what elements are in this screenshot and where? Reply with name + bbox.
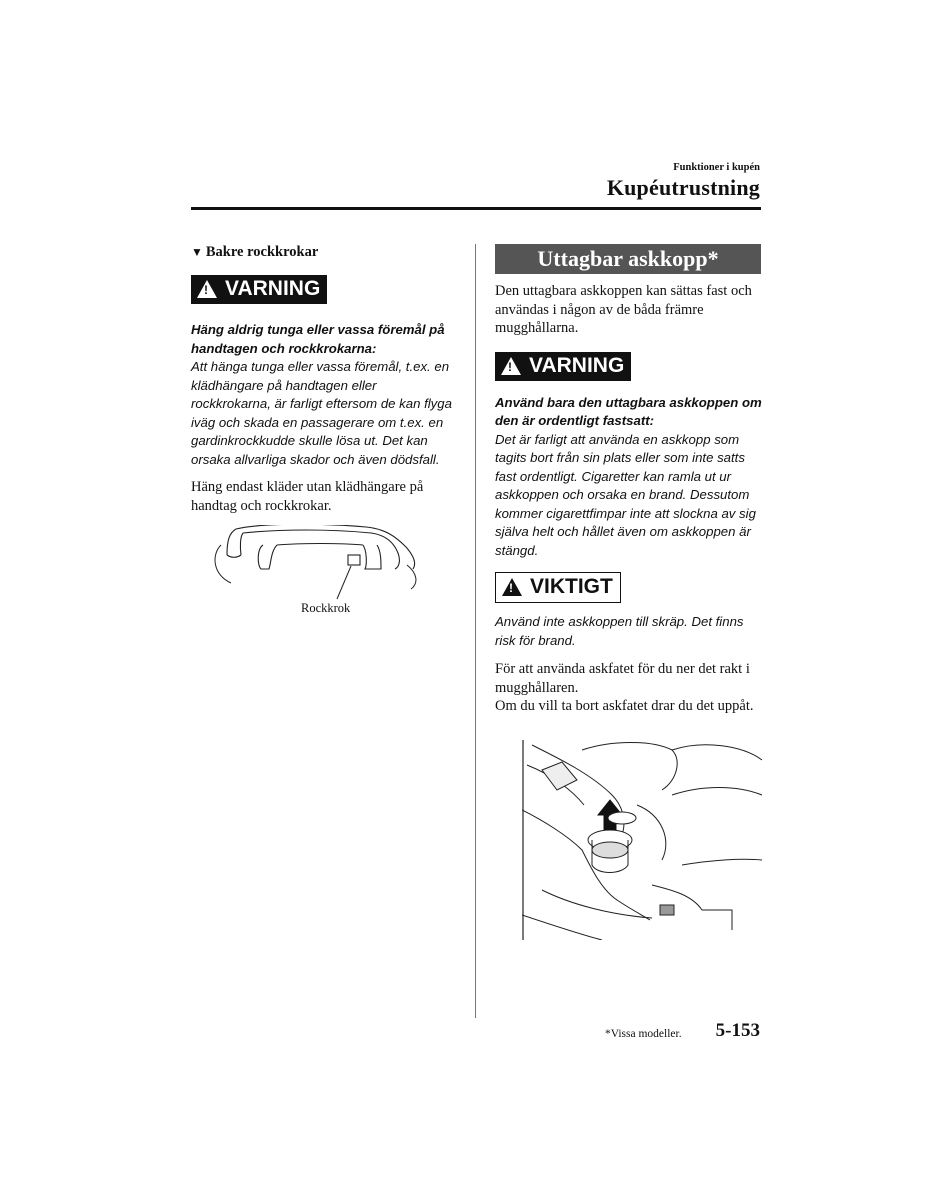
intro-paragraph: Den uttagbara askkoppen kan sättas fast och användas i någon av de båda främre mugghållarna. bbox=[495, 283, 752, 336]
warning-body: Att hänga tunga eller vassa föremål, t.ex. en klädhängare på handtagen eller rockkrokarna, är farligt eftersom de kan flyga iväg och skada en passagerare om t.ex. en gardinkrockkudde skulle lösa ut. Det kan orsaka allvarliga skador och även dödsfall. bbox=[191, 359, 452, 467]
ashtray-illustration bbox=[522, 740, 767, 940]
right-column bbox=[495, 244, 765, 940]
body-paragraph: Häng endast kläder utan klädhängare på handtag och rockkrokar. bbox=[191, 479, 424, 514]
page-title: Kupéutrustning bbox=[606, 175, 760, 200]
warning-title: Häng aldrig tunga eller vassa föremål på handtagen och rockkrokarna: bbox=[191, 322, 445, 356]
usage-paragraph-2: Om du vill ta bort askfatet drar du det uppåt. bbox=[495, 698, 754, 714]
ashtray-figure bbox=[522, 740, 767, 940]
caution-badge bbox=[495, 572, 621, 603]
warning-badge bbox=[191, 275, 327, 304]
warning-label: VARNING bbox=[225, 277, 321, 300]
warning-triangle-icon: ! bbox=[501, 357, 521, 375]
usage-paragraph-1: För att använda askfatet för du ner det rakt i mugghållaren. bbox=[495, 661, 750, 696]
subheading bbox=[191, 244, 456, 261]
warning-body: Det är farligt att använda en askkopp som tagits bort från sin plats eller som inte satts fast ordentligt. Cigaretter kan ramla ut ur askkoppen och orsaka en brand. Dessutom kommer cigarettfimpar inte att slockna av sig själva helt och hållet även om askkoppen är stängd. bbox=[495, 431, 756, 558]
triangle-down-icon: ▼ bbox=[191, 245, 203, 259]
section-banner: Uttagbar askkopp* bbox=[495, 244, 761, 274]
column-divider bbox=[475, 244, 476, 1018]
figure-caption: Rockkrok bbox=[301, 601, 351, 615]
page-number: 5-153 bbox=[715, 1020, 760, 1041]
running-header-section: Funktioner i kupén bbox=[673, 162, 760, 173]
warning-label: VARNING bbox=[529, 353, 625, 377]
left-column bbox=[191, 244, 456, 616]
warning-triangle-icon: ! bbox=[197, 280, 217, 298]
footnote: *Vissa modeller. bbox=[605, 1028, 682, 1040]
subheading-text: Bakre rockkrokar bbox=[205, 244, 319, 260]
coat-hook-illustration bbox=[191, 525, 451, 605]
caution-label: VIKTIGT bbox=[530, 575, 613, 598]
warning-title: Använd bara den uttagbara askkoppen om den är ordentligt fastsatt: bbox=[495, 394, 762, 428]
caution-triangle-icon: ! bbox=[502, 578, 522, 596]
caution-body: Använd inte askkoppen till skräp. Det finns risk för brand. bbox=[495, 614, 744, 648]
warning-badge bbox=[495, 352, 631, 381]
header-rule bbox=[191, 207, 761, 210]
coat-hook-figure bbox=[191, 525, 451, 605]
